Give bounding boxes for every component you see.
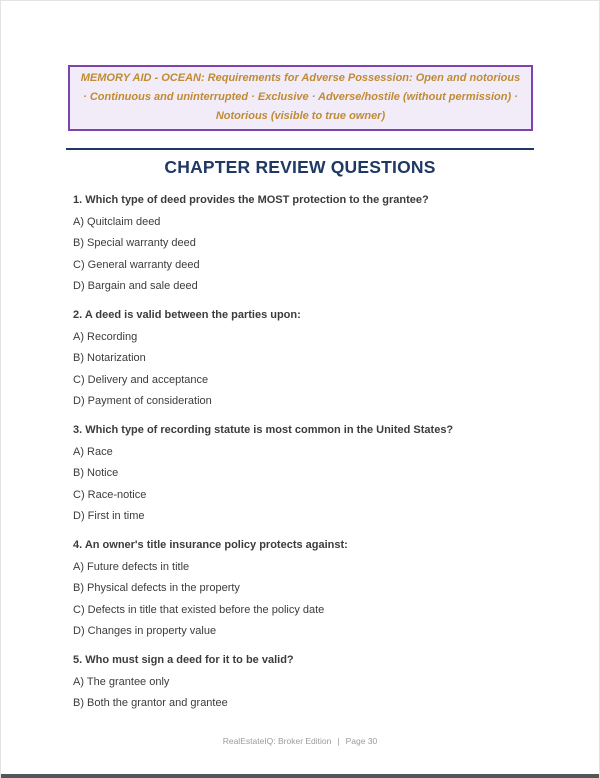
answer-option: A) Recording (73, 330, 138, 343)
section-divider (66, 148, 534, 150)
question-text: 2. A deed is valid between the parties upon: (73, 309, 301, 321)
answer-option: C) Race-notice (73, 488, 147, 501)
section-title: CHAPTER REVIEW QUESTIONS (164, 157, 436, 177)
answer-option: A) Quitclaim deed (73, 215, 161, 228)
answer-option: B) Both the grantor and grantee (73, 697, 228, 709)
answer-option: C) Delivery and acceptance (73, 373, 209, 386)
answer-option: D) Payment of consideration (73, 395, 212, 407)
question-text: 1. Which type of deed provides the MOST protection to the grantee? (73, 194, 429, 206)
page-bottom-edge (1, 774, 599, 778)
footer-separator: | (337, 736, 340, 746)
footer-brand: RealEstateIQ: Broker Edition (222, 736, 332, 746)
answer-option: B) Notice (73, 467, 119, 479)
answer-option: C) Defects in title that existed before the policy date (73, 603, 325, 616)
question-block (73, 653, 549, 710)
question-text: 5. Who must sign a deed for it to be valid? (73, 654, 294, 666)
memory-aid-text: MEMORY AID - OCEAN: Requirements for Adverse Possession: Open and notorious · Continuous and uninterrupted · Exclusive · Adverse/hostile (without permission) · Notorious (visible to true owner) (80, 72, 521, 122)
answer-option: B) Physical defects in the property (73, 582, 240, 594)
question-text: 3. Which type of recording statute is most common in the United States? (73, 424, 454, 436)
answer-option: A) Race (73, 445, 113, 458)
question-text: 4. An owner's title insurance policy protects against: (73, 539, 348, 551)
answer-option: B) Special warranty deed (73, 237, 196, 249)
answer-option: A) Future defects in title (73, 560, 190, 573)
question-block (73, 308, 549, 408)
page-footer (1, 736, 599, 747)
answer-option: D) Changes in property value (73, 625, 217, 637)
memory-aid-box (68, 65, 533, 131)
answer-option: D) First in time (73, 510, 145, 522)
answer-option: A) The grantee only (73, 675, 170, 688)
question-block (73, 423, 549, 523)
question-block (73, 538, 549, 638)
questions-list (73, 193, 549, 710)
answer-option: D) Bargain and sale deed (73, 280, 198, 292)
footer-page-number: Page 30 (345, 736, 378, 746)
answer-option: C) General warranty deed (73, 258, 200, 271)
answer-option: B) Notarization (73, 352, 146, 364)
question-block (73, 193, 549, 293)
